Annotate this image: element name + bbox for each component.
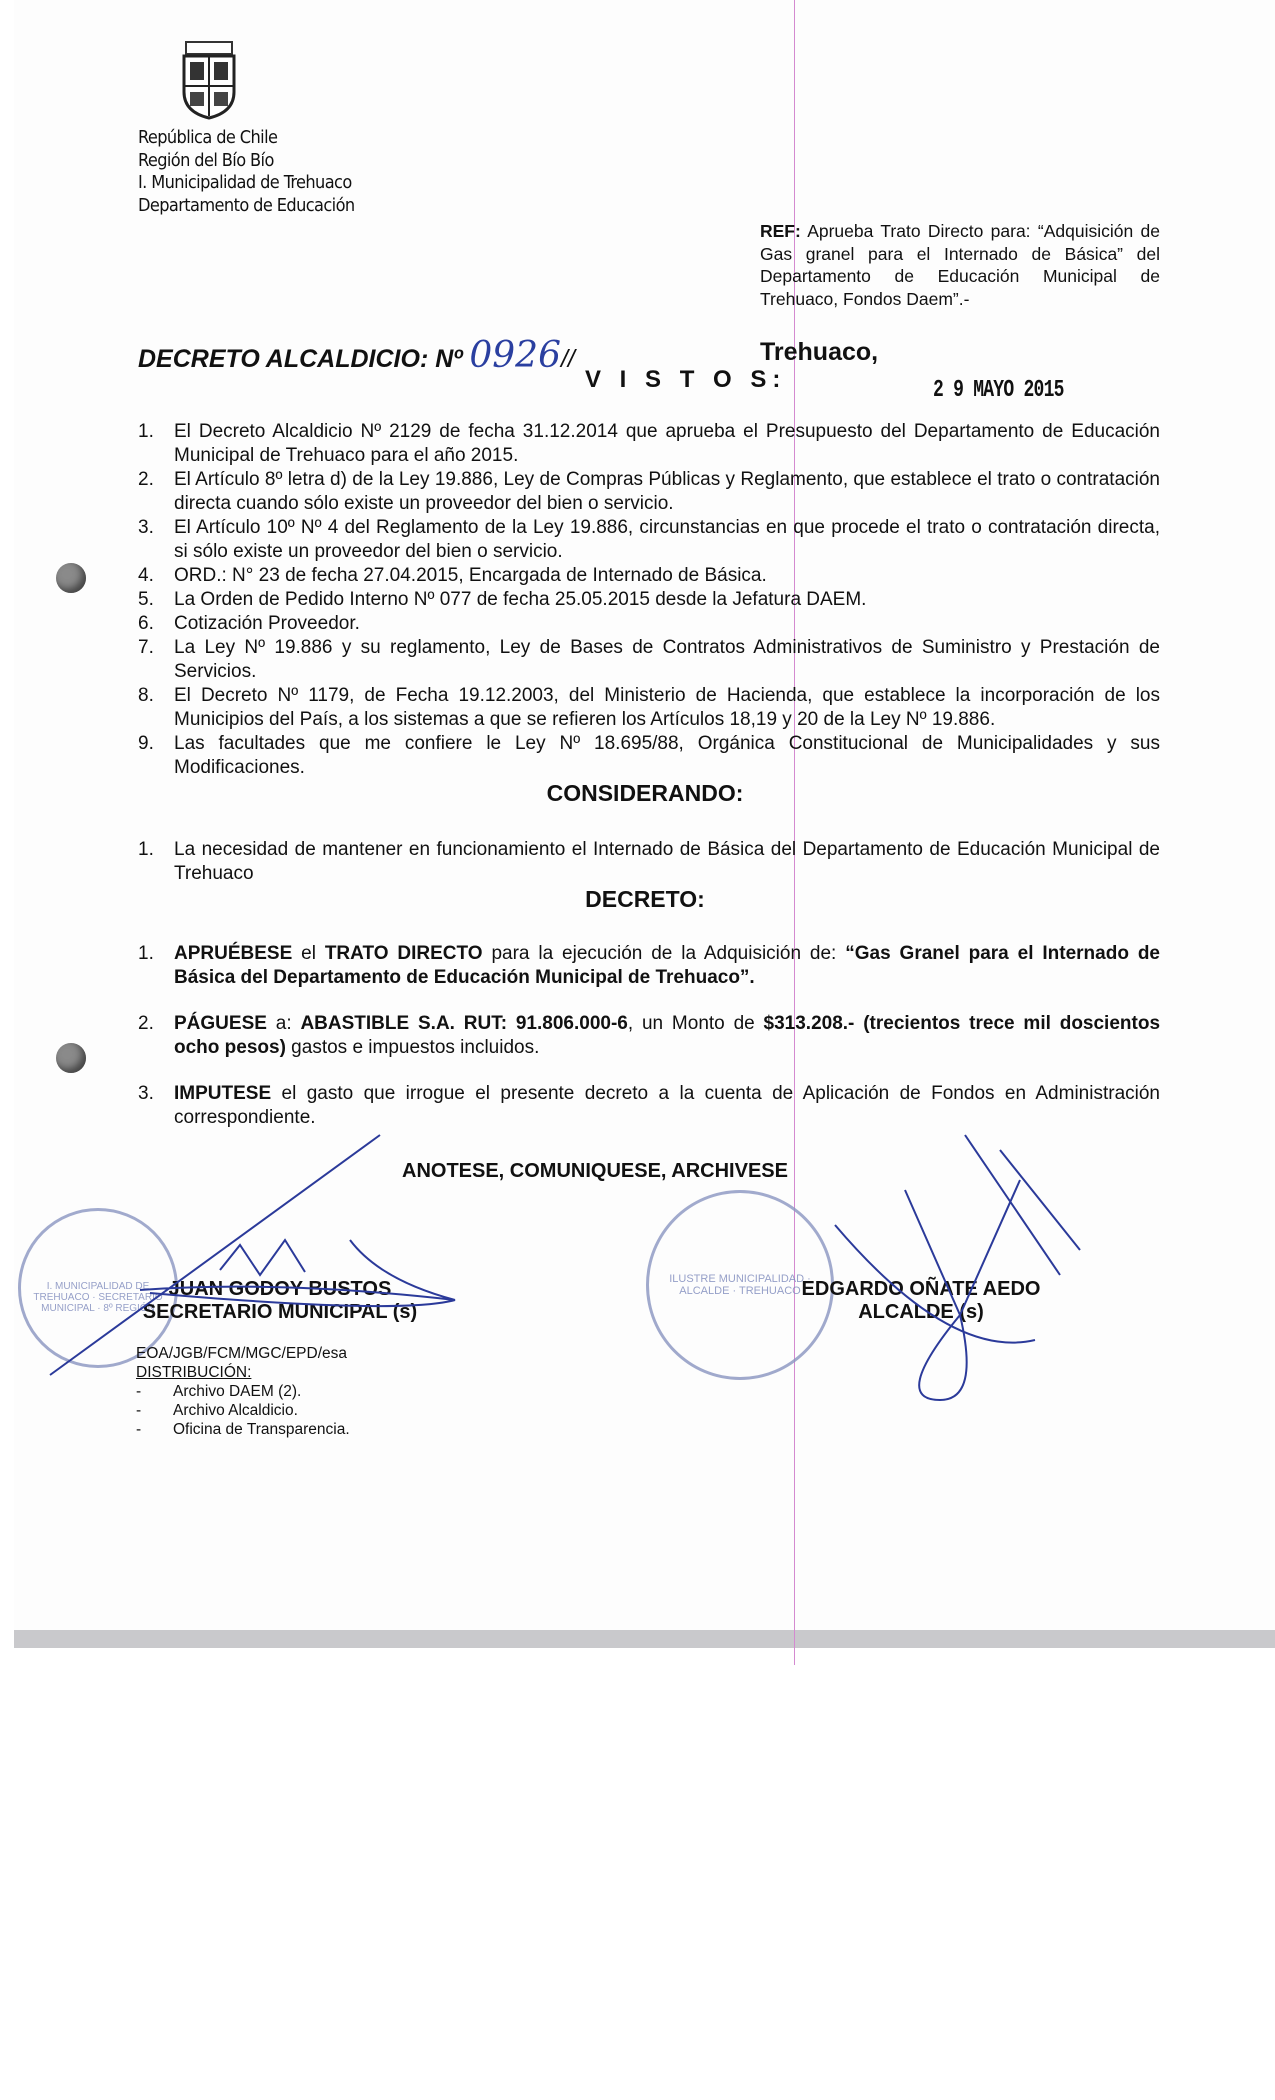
list-item: 5. La Orden de Pedido Interno Nº 077 de fecha 25.05.2015 desde la Jefatura DAEM. [138,589,867,610]
decree-label: DECRETO ALCALDICIO: Nº [138,345,463,373]
signer-role: SECRETARIO MUNICIPAL (s) [142,1301,418,1323]
list-item: 1. El Decreto Alcaldicio Nº 2129 de fecha 31.12.2014 que aprueba el Presupuesto del Departamento de Educación Municipal de Trehuaco para el año 2015. [138,421,1160,466]
header-line: Región del Bío Bío [138,149,274,171]
stamp-text: I. MUNICIPALIDAD DE TREHUACO · SECRETARIO MUNICIPAL · 8º REGIÓN [33,1281,163,1314]
list-item: 2. El Artículo 8º letra d) de la Ley 19.886, Ley de Compras Públicas y Reglamento, que establece el trato o contratación directa cuando sólo existe un proveedor del bien o servicio. [138,469,1160,514]
list-item: 8. El Decreto Nº 1179, de Fecha 19.12.2003, del Ministerio de Hacienda, que establece la incorporación de los Municipios del País, a los sistemas a que se refieren los Artículos 18,19 y 20 de la Ley Nº 19.886. [138,685,1160,730]
decree-number [138,335,575,376]
handwritten-number: 0926 [469,335,561,376]
header-line: Departamento de Educación [138,194,355,216]
list-item: 3. IMPUTESE el gasto que irrogue el presente decreto a la cuenta de Aplicación de Fondos en Administración correspondiente. [138,1083,1160,1128]
closing-formula: ANOTESE, COMUNIQUESE, ARCHIVESE [402,1160,788,1182]
punch-hole [56,1043,86,1073]
list-item: - Oficina de Transparencia. [136,1421,350,1438]
distribution-title: DISTRIBUCIÓN: [136,1364,252,1381]
header-line: República de Chile [138,127,278,148]
place: Trehuaco, [760,338,879,366]
list-item: 4. ORD.: N° 23 de fecha 27.04.2015, Encargada de Internado de Básica. [138,565,767,586]
list-item: 1. APRUÉBESE el TRATO DIRECTO para la ejecución de la Adquisición de: “Gas Granel para el Internado de Básica del Departamento de Educación Municipal de Trehuaco”. [138,943,1160,988]
decreto-list [138,942,1160,1152]
coat-of-arms-logo [178,40,240,120]
signer-role: ALCALDE (s) [858,1301,984,1323]
list-item: 9. Las facultades que me confiere le Ley Nº 18.695/88, Orgánica Constitucional de Municipalidades y sus Modificaciones. [138,733,1160,778]
signer-name: JUAN GODOY BUSTOS [168,1278,392,1300]
stamp-text: ILUSTRE MUNICIPALIDAD · ALCALDE · TREHUACO [669,1273,811,1297]
distribution-block [136,1344,350,1439]
issuer-header [138,127,355,217]
list-item: - Archivo Alcaldicio. [136,1402,298,1419]
considerando-title: CONSIDERANDO: [546,780,744,806]
date-stamp: 2 9 MAYO 2015 [933,377,1064,404]
vistos-title: V I S T O S: [585,366,787,393]
decree-suffix: // [560,345,575,373]
list-item: 6. Cotización Proveedor. [138,613,360,634]
list-item: 1. La necesidad de mantener en funcionamiento el Internado de Básica del Departamento de Educación Municipal de Trehuaco [138,839,1160,884]
punch-hole [56,563,86,593]
ref-text: Aprueba Trato Directo para: “Adquisición de Gas granel para el Internado de Básica” del Departamento de Educación Municipal de Trehuaco, Fondos Daem”.- [760,221,1160,309]
initials: EOA/JGB/FCM/MGC/EPD/esa [136,1345,348,1362]
decreto-title: DECRETO: [585,886,705,912]
reference-block [760,220,1160,310]
list-item: - Archivo DAEM (2). [136,1383,302,1400]
list-item: 2. PÁGUESE a: ABASTIBLE S.A. RUT: 91.806.000-6, un Monto de $313.208.- (trecientos trece mil doscientos ocho pesos) gastos e impuestos incluidos. [138,1013,1161,1058]
list-item: 3. El Artículo 10º Nº 4 del Reglamento de la Ley 19.886, circunstancias en que procede el trato o contratación directa, si sólo existe un proveedor del bien o servicio. [138,517,1160,562]
list-item: 7. La Ley Nº 19.886 y su reglamento, Ley de Bases de Contratos Administrativos de Suministro y Prestación de Servicios. [138,637,1160,682]
signer-name: EDGARDO OÑATE AEDO [801,1278,1041,1300]
considerando-list [138,838,1160,886]
header-line: I. Municipalidad de Trehuaco [138,172,352,193]
ref-label: REF: [760,221,801,241]
vistos-list [138,420,1160,780]
